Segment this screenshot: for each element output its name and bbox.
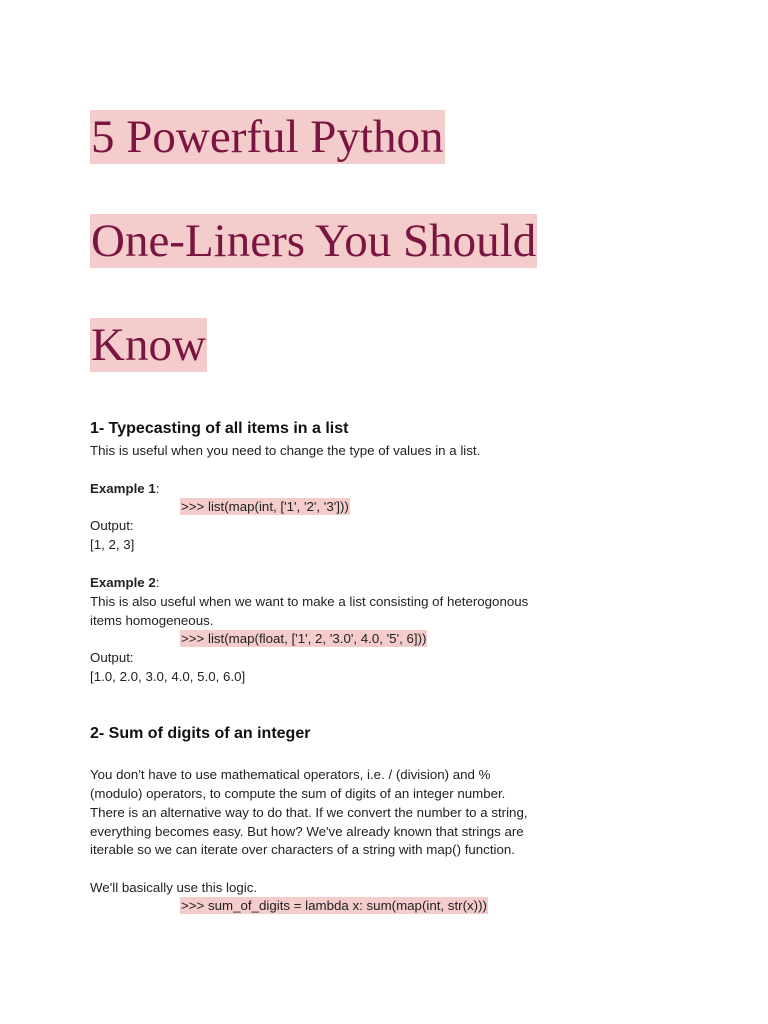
section2-para-line-1: You don't have to use mathematical operators, i.e. / (division) and % bbox=[90, 767, 491, 782]
example2-colon: : bbox=[155, 575, 160, 590]
section2-heading: 2- Sum of digits of an integer bbox=[90, 725, 311, 742]
example2-desc-line-1: This is also useful when we want to make a list consisting of heterogonous bbox=[90, 594, 529, 609]
example2-code: >>> list(map(float, ['1', 2, '3.0', 4.0, '5', 6])) bbox=[181, 631, 427, 646]
example1-output: [1, 2, 3] bbox=[90, 537, 135, 552]
example1-label: Example 1 bbox=[90, 481, 156, 496]
section2-para-line-3: There is an alternative way to do that. If we convert the number to a string, bbox=[90, 805, 528, 820]
example2-output-label: Output: bbox=[90, 650, 134, 665]
example1-code: >>> list(map(int, ['1', '2', '3'])) bbox=[181, 499, 349, 514]
section1-intro: This is useful when you need to change the type of values in a list. bbox=[90, 443, 481, 458]
section2-para-line-5: iterable so we can iterate over characters of a string with map() function. bbox=[90, 842, 515, 857]
example2-desc-line-2: items homogeneous. bbox=[90, 613, 214, 628]
example1-label-line bbox=[90, 479, 160, 498]
example2-output: [1.0, 2.0, 3.0, 4.0, 5.0, 6.0] bbox=[90, 669, 246, 684]
title-line-2: One-Liners You Should bbox=[91, 215, 537, 267]
section2-para-line-4: everything becomes easy. But how? We've already known that strings are bbox=[90, 824, 524, 839]
section2-para-line-2: (modulo) operators, to compute the sum of digits of an integer number. bbox=[90, 786, 506, 801]
example2-label-line bbox=[90, 573, 160, 592]
section2-logic-intro: We'll basically use this logic. bbox=[90, 880, 258, 895]
section1-heading: 1- Typecasting of all items in a list bbox=[90, 420, 349, 437]
title-line-3: Know bbox=[91, 319, 206, 371]
title-line-1: 5 Powerful Python bbox=[91, 111, 444, 163]
example1-colon: : bbox=[155, 481, 160, 496]
section2-code: >>> sum_of_digits = lambda x: sum(map(int, str(x))) bbox=[181, 898, 487, 913]
example2-label: Example 2 bbox=[90, 575, 156, 590]
example1-output-label: Output: bbox=[90, 518, 134, 533]
